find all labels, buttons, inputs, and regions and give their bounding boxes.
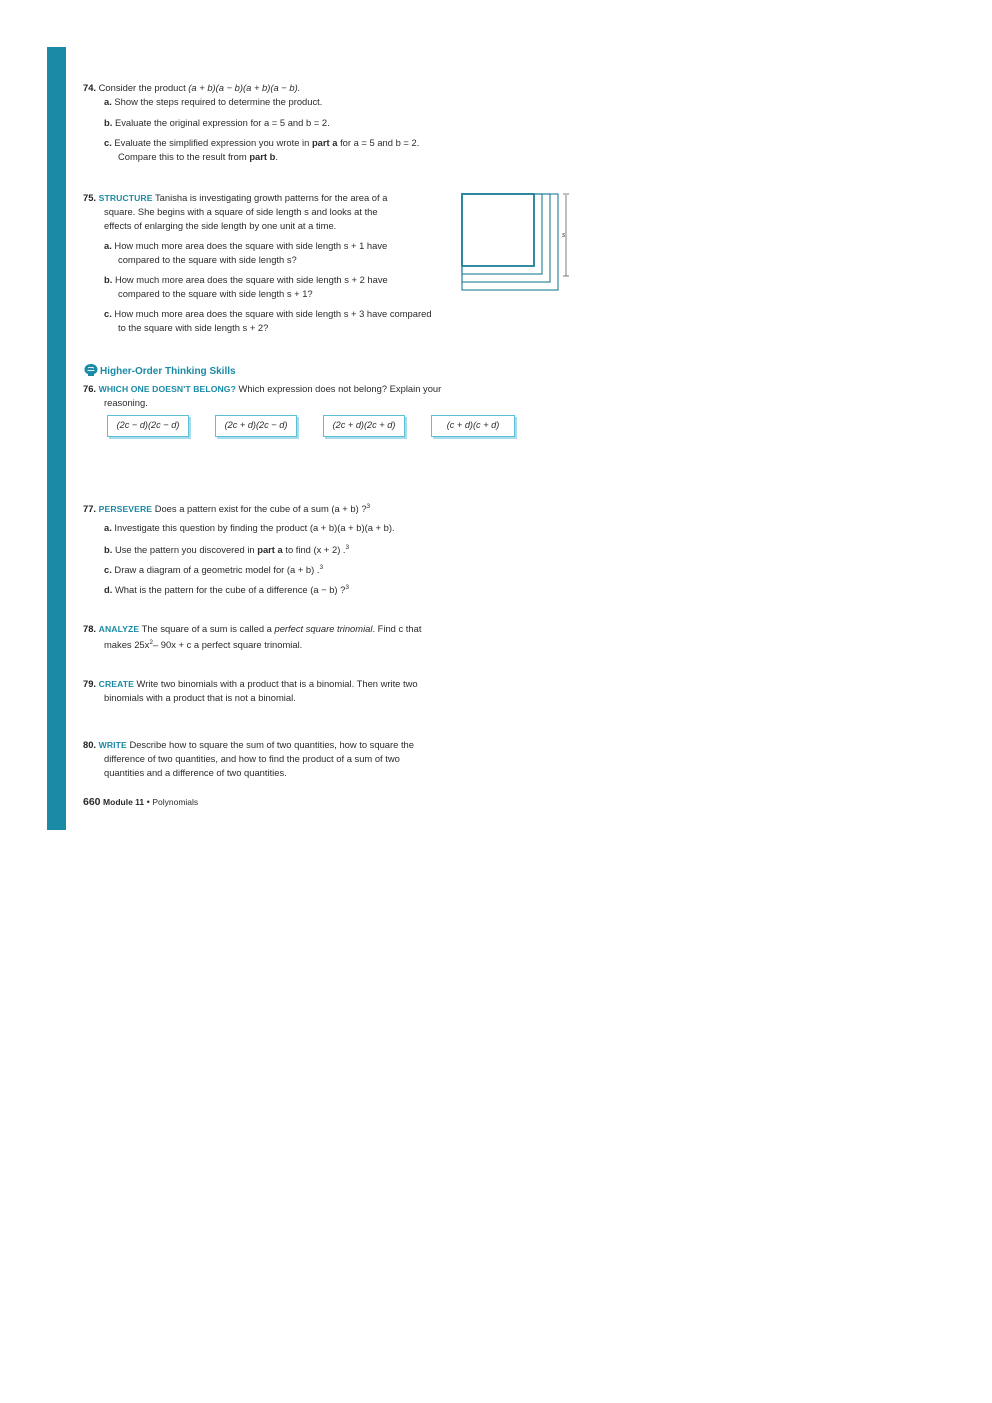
page-footer (83, 796, 198, 808)
stem-line-3: quantities and a difference of two quantities. (104, 767, 287, 778)
part-c-ref-2: part b (249, 151, 276, 162)
part-a-text: Investigate this question by finding the product (a + b)(a + b)(a + b). (111, 522, 395, 533)
stem-line-2: square. She begins with a square of side length s and looks at the (104, 206, 378, 217)
exponent: 3 (366, 503, 371, 510)
stem-line-2: difference of two quantities, and how to find the product of a sum of two (104, 753, 400, 764)
part-a-text: Show the steps required to determine the product. (111, 96, 323, 107)
keyword-write: WRITE (98, 740, 127, 750)
stem-line-1: Describe how to square the sum of two quantities, how to square the (126, 739, 414, 750)
sidebar-accent-bar (47, 47, 66, 830)
keyword-structure: STRUCTURE (98, 193, 153, 203)
module-title: Polynomials (152, 797, 199, 807)
nested-squares-figure (460, 190, 575, 296)
square-s-plus-1 (462, 194, 542, 274)
part-b-text: How much more area does the square with side length s + 2 have (112, 274, 388, 285)
stem-line-2: reasoning. (104, 397, 148, 408)
part-b-text-2: compared to the square with side length s + 1? (118, 288, 313, 299)
module-label: Module 11 (103, 797, 145, 807)
page-number: 660 (83, 796, 101, 808)
stem-line-1: Write two binomials with a product that is a binomial. Then write two (133, 678, 418, 689)
stem-line-2-cont: – 90x + c a perfect square trinomial. (152, 639, 303, 650)
part-c-text: How much more area does the square with side length s + 3 have compared (111, 308, 432, 319)
part-b-text: Use the pattern you discovered in (112, 544, 258, 555)
part-b-text-cont: to find (x + 2) . (282, 544, 346, 555)
stem-line-1: Tanisha is investigating growth patterns for the area of a (152, 192, 388, 203)
question-number: 78. (83, 623, 97, 634)
question-number: 75. (83, 192, 97, 203)
part-c-ref: part a (311, 137, 338, 148)
part-b-label: b. (104, 544, 113, 555)
question-number: 79. (83, 678, 97, 689)
stem-text: Does a pattern exist for the cube of a sum (a + b) ? (152, 503, 367, 514)
part-a-text-2: compared to the square with side length s? (118, 254, 297, 265)
part-b-label: b. (104, 274, 113, 285)
part-d-text: What is the pattern for the cube of a difference (a − b) ? (112, 584, 346, 595)
part-a-label: a. (104, 522, 112, 533)
stem-line-2: makes 25x (104, 639, 150, 650)
question-number: 77. (83, 503, 97, 514)
question-number: 76. (83, 383, 97, 394)
stem-line-1: The square of a sum is called a (139, 623, 275, 634)
question-number: 74. (83, 82, 97, 93)
stem-line-1-cont: . Find c that (372, 623, 422, 634)
stem-line-2: binomials with a product that is not a binomial. (104, 692, 296, 703)
choice-box-3: (2c + d)(2c + d) (323, 415, 405, 437)
stem-text: Consider the product (98, 82, 189, 93)
stem-line-3: effects of enlarging the side length by one unit at a time. (104, 220, 337, 231)
question-number: 80. (83, 739, 97, 750)
part-c-text: Draw a diagram of a geometric model for (a + b) . (111, 564, 320, 575)
stem-line-1: Which expression does not belong? Explain your (235, 383, 442, 394)
exponent: 3 (345, 544, 350, 551)
square-s-plus-3 (462, 194, 558, 290)
part-c-text-cont: for a = 5 and b = 2. (337, 137, 420, 148)
nested-squares-svg (460, 190, 575, 294)
part-a-label: a. (104, 240, 112, 251)
brain-icon (83, 363, 99, 377)
period: . (275, 151, 278, 162)
part-c-text-2: to the square with side length s + 2? (118, 322, 269, 333)
keyword-analyze: ANALYZE (98, 624, 140, 634)
square-s (462, 194, 534, 266)
part-b-label: b. (104, 117, 113, 128)
part-c-text: Evaluate the simplified expression you wrote in (111, 137, 312, 148)
choice-box-1: (2c − d)(2c − d) (107, 415, 189, 437)
keyword-create: CREATE (98, 679, 134, 689)
stem-expression: (a + b)(a − b)(a + b)(a − b). (188, 82, 301, 93)
keyword-persevere: PERSEVERE (98, 504, 153, 514)
keyword-which-one: WHICH ONE DOESN'T BELONG? (98, 384, 236, 394)
part-c-label: c. (104, 564, 112, 575)
part-c-label: c. (104, 308, 112, 319)
part-c-text-2: Compare this to the result from (118, 151, 250, 162)
hots-title: Higher-Order Thinking Skills (100, 366, 236, 377)
exponent: 2 (149, 639, 153, 646)
part-d-label: d. (104, 584, 113, 595)
square-s-plus-2 (462, 194, 550, 282)
part-a-label: a. (104, 96, 112, 107)
part-b-ref: part a (257, 544, 283, 555)
part-a-text: How much more area does the square with side length s + 1 have (111, 240, 388, 251)
choice-box-2: (2c + d)(2c − d) (215, 415, 297, 437)
choice-box-4: (c + d)(c + d) (431, 415, 515, 437)
part-b-text: Evaluate the original expression for a = 5 and b = 2. (112, 117, 330, 128)
footer-separator: • (146, 797, 150, 807)
side-length-label: s (562, 230, 566, 239)
exponent: 3 (345, 584, 350, 591)
exponent: 3 (319, 564, 324, 571)
part-c-label: c. (104, 137, 112, 148)
term-italic: perfect square trinomial (274, 623, 373, 634)
